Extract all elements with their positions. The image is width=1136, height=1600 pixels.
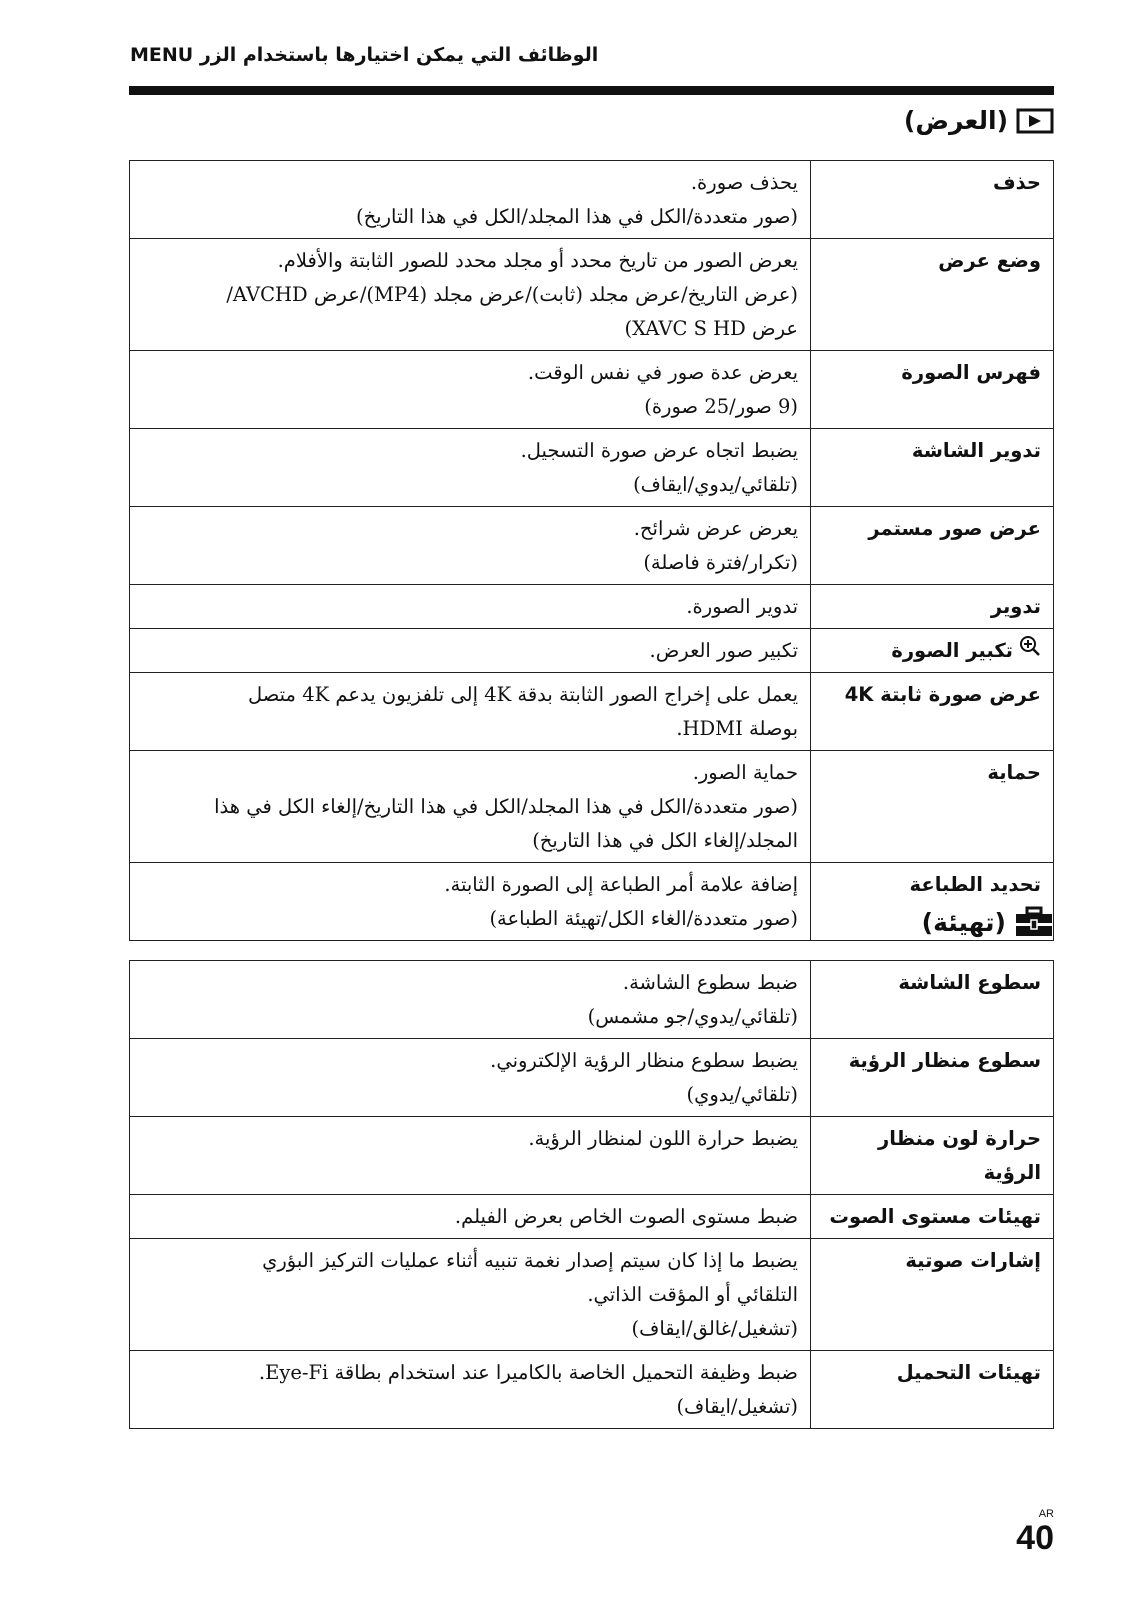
table-row <box>130 429 1054 507</box>
description-line: (9 صور/25 صورة) <box>644 395 798 418</box>
table-row <box>130 161 1054 239</box>
zoom-in-icon <box>1019 634 1041 668</box>
playback-icon <box>1016 108 1054 134</box>
description-line: (تشغيل/ايقاف) <box>676 1395 798 1418</box>
setting-name-cell <box>811 1039 1054 1117</box>
setting-name-cell <box>811 961 1054 1039</box>
running-header: الوظائف التي يمكن اختيارها باستخدام الزر MENU <box>130 44 599 66</box>
setting-name-cell <box>811 507 1054 585</box>
setting-name-cell <box>811 1117 1054 1195</box>
setting-description-cell <box>130 351 811 429</box>
description-line: يعرض عرض شرائح. <box>633 517 798 540</box>
setting-description-cell <box>130 1351 811 1429</box>
table-row <box>130 1239 1054 1351</box>
setting-name: سطوع منظار الرؤية <box>848 1049 1041 1072</box>
description-line: ضبط سطوع الشاشة. <box>622 971 798 994</box>
setting-description-cell <box>130 1039 811 1117</box>
description-line: يضبط اتجاه عرض صورة التسجيل. <box>520 439 798 462</box>
description-line: (تلقائي/يدوي) <box>686 1083 798 1106</box>
setting-name: تدوير <box>990 595 1041 618</box>
description-line: يعرض عدة صور في نفس الوقت. <box>527 361 798 384</box>
setting-description-cell <box>130 161 811 239</box>
setting-description-cell <box>130 1195 811 1239</box>
setting-description-cell <box>130 239 811 351</box>
table-row <box>130 507 1054 585</box>
setting-name-cell <box>811 673 1054 751</box>
setting-name-cell <box>811 585 1054 629</box>
table-row <box>130 351 1054 429</box>
setting-name-cell <box>811 351 1054 429</box>
table-row <box>130 1351 1054 1429</box>
description-line: (تشغيل/غالق/ايقاف) <box>631 1317 798 1340</box>
table-row <box>130 239 1054 351</box>
description-line: تكبير صور العرض. <box>649 639 798 662</box>
description-line: عرض XAVC S HD) <box>624 317 798 340</box>
description-line: إضافة علامة أمر الطباعة إلى الصورة الثابتة. <box>444 873 798 896</box>
playback-menu-table <box>129 160 1054 941</box>
setup-title-text: (تهيئة) <box>921 907 1006 937</box>
description-line: يعمل على إخراج الصور الثابتة بدقة 4K إلى تلفزيون يدعم 4K متصل <box>248 683 798 706</box>
setting-description-cell <box>130 629 811 673</box>
header-rule <box>129 86 1054 95</box>
setting-name: حماية <box>987 761 1041 784</box>
setting-name: سطوع الشاشة <box>898 971 1041 994</box>
setting-name: تهيئات التحميل <box>896 1361 1041 1384</box>
setting-name: تدوير الشاشة <box>911 439 1041 462</box>
toolbox-icon <box>1014 906 1054 938</box>
language-code: AR <box>1038 1508 1054 1520</box>
description-line: (تلقائي/يدوي/ايقاف) <box>633 473 798 496</box>
setting-name: عرض صور مستمر <box>868 517 1041 540</box>
setting-name-cell <box>811 239 1054 351</box>
page-number-block <box>1016 1508 1054 1556</box>
page-number: 40 <box>1016 1519 1054 1557</box>
setting-name: تحديد الطباعة <box>909 873 1041 896</box>
setting-description-cell <box>130 1117 811 1195</box>
description-line: تدوير الصورة. <box>686 595 798 618</box>
description-line: المجلد/إلغاء الكل في هذا التاريخ) <box>532 829 798 852</box>
table-row <box>130 1195 1054 1239</box>
description-line: يضبط حرارة اللون لمنظار الرؤية. <box>528 1127 798 1150</box>
description-line: يضبط سطوع منظار الرؤية الإلكتروني. <box>490 1049 798 1072</box>
setting-name-cell <box>811 161 1054 239</box>
setting-description-cell <box>130 673 811 751</box>
setting-name-cell <box>811 1239 1054 1351</box>
setting-description-cell <box>130 1239 811 1351</box>
table-row <box>130 751 1054 863</box>
playback-title-text: (العرض) <box>903 106 1008 135</box>
table-row <box>130 629 1054 673</box>
setting-description-cell <box>130 863 811 941</box>
setting-name: تكبير الصورة <box>891 639 1013 662</box>
setting-name-cell <box>811 1351 1054 1429</box>
table-row <box>130 1039 1054 1117</box>
description-line: بوصلة HDMI. <box>676 717 798 740</box>
table-row <box>130 961 1054 1039</box>
description-line: (صور متعددة/الغاء الكل/تهيئة الطباعة) <box>489 907 798 930</box>
setup-menu-table <box>129 960 1054 1429</box>
setting-description-cell <box>130 751 811 863</box>
setting-name: عرض صورة ثابتة 4K <box>844 683 1041 706</box>
description-line: حماية الصور. <box>692 761 798 784</box>
playback-section-title <box>904 106 1054 135</box>
setting-description-cell <box>130 429 811 507</box>
setting-name: فهرس الصورة <box>901 361 1041 384</box>
description-line: (عرض التاريخ/عرض مجلد (ثابت)/عرض مجلد (MP4)/عرض AVCHD/ <box>226 283 798 306</box>
table-row <box>130 673 1054 751</box>
setting-name-cell <box>811 629 1054 673</box>
setting-name: وضع عرض <box>938 249 1041 272</box>
setting-name-cell <box>811 751 1054 863</box>
setup-section-title <box>922 906 1054 938</box>
description-line: (تكرار/فترة فاصلة) <box>643 551 798 574</box>
setting-name-cell <box>811 1195 1054 1239</box>
setting-description-cell <box>130 961 811 1039</box>
description-line: ضبط مستوى الصوت الخاص بعرض الفيلم. <box>454 1205 798 1228</box>
table-row <box>130 1117 1054 1195</box>
description-line: ضبط وظيفة التحميل الخاصة بالكاميرا عند استخدام بطاقة Eye-Fi. <box>258 1361 798 1384</box>
description-line: يحذف صورة. <box>690 171 798 194</box>
setting-name: إشارات صوتية <box>905 1249 1041 1272</box>
table-row <box>130 863 1054 941</box>
setting-description-cell <box>130 585 811 629</box>
description-line: (صور متعددة/الكل في هذا المجلد/الكل في هذا التاريخ/إلغاء الكل في هذا <box>214 795 798 818</box>
description-line: (تلقائي/يدوي/جو مشمس) <box>587 1005 798 1028</box>
setting-name: حرارة لون منظار الرؤية <box>878 1127 1041 1184</box>
setting-name: حذف <box>993 171 1041 194</box>
setting-description-cell <box>130 507 811 585</box>
setting-name-cell <box>811 429 1054 507</box>
description-line: يعرض الصور من تاريخ محدد أو مجلد محدد للصور الثابتة والأفلام. <box>277 249 798 272</box>
setting-name: تهيئات مستوى الصوت <box>829 1205 1041 1228</box>
description-line: التلقائي أو المؤقت الذاتي. <box>587 1283 798 1306</box>
table-row <box>130 585 1054 629</box>
description-line: يضبط ما إذا كان سيتم إصدار نغمة تنبيه أثناء عمليات التركيز البؤري <box>262 1249 798 1272</box>
description-line: (صور متعددة/الكل في هذا المجلد/الكل في هذا التاريخ) <box>355 205 798 228</box>
